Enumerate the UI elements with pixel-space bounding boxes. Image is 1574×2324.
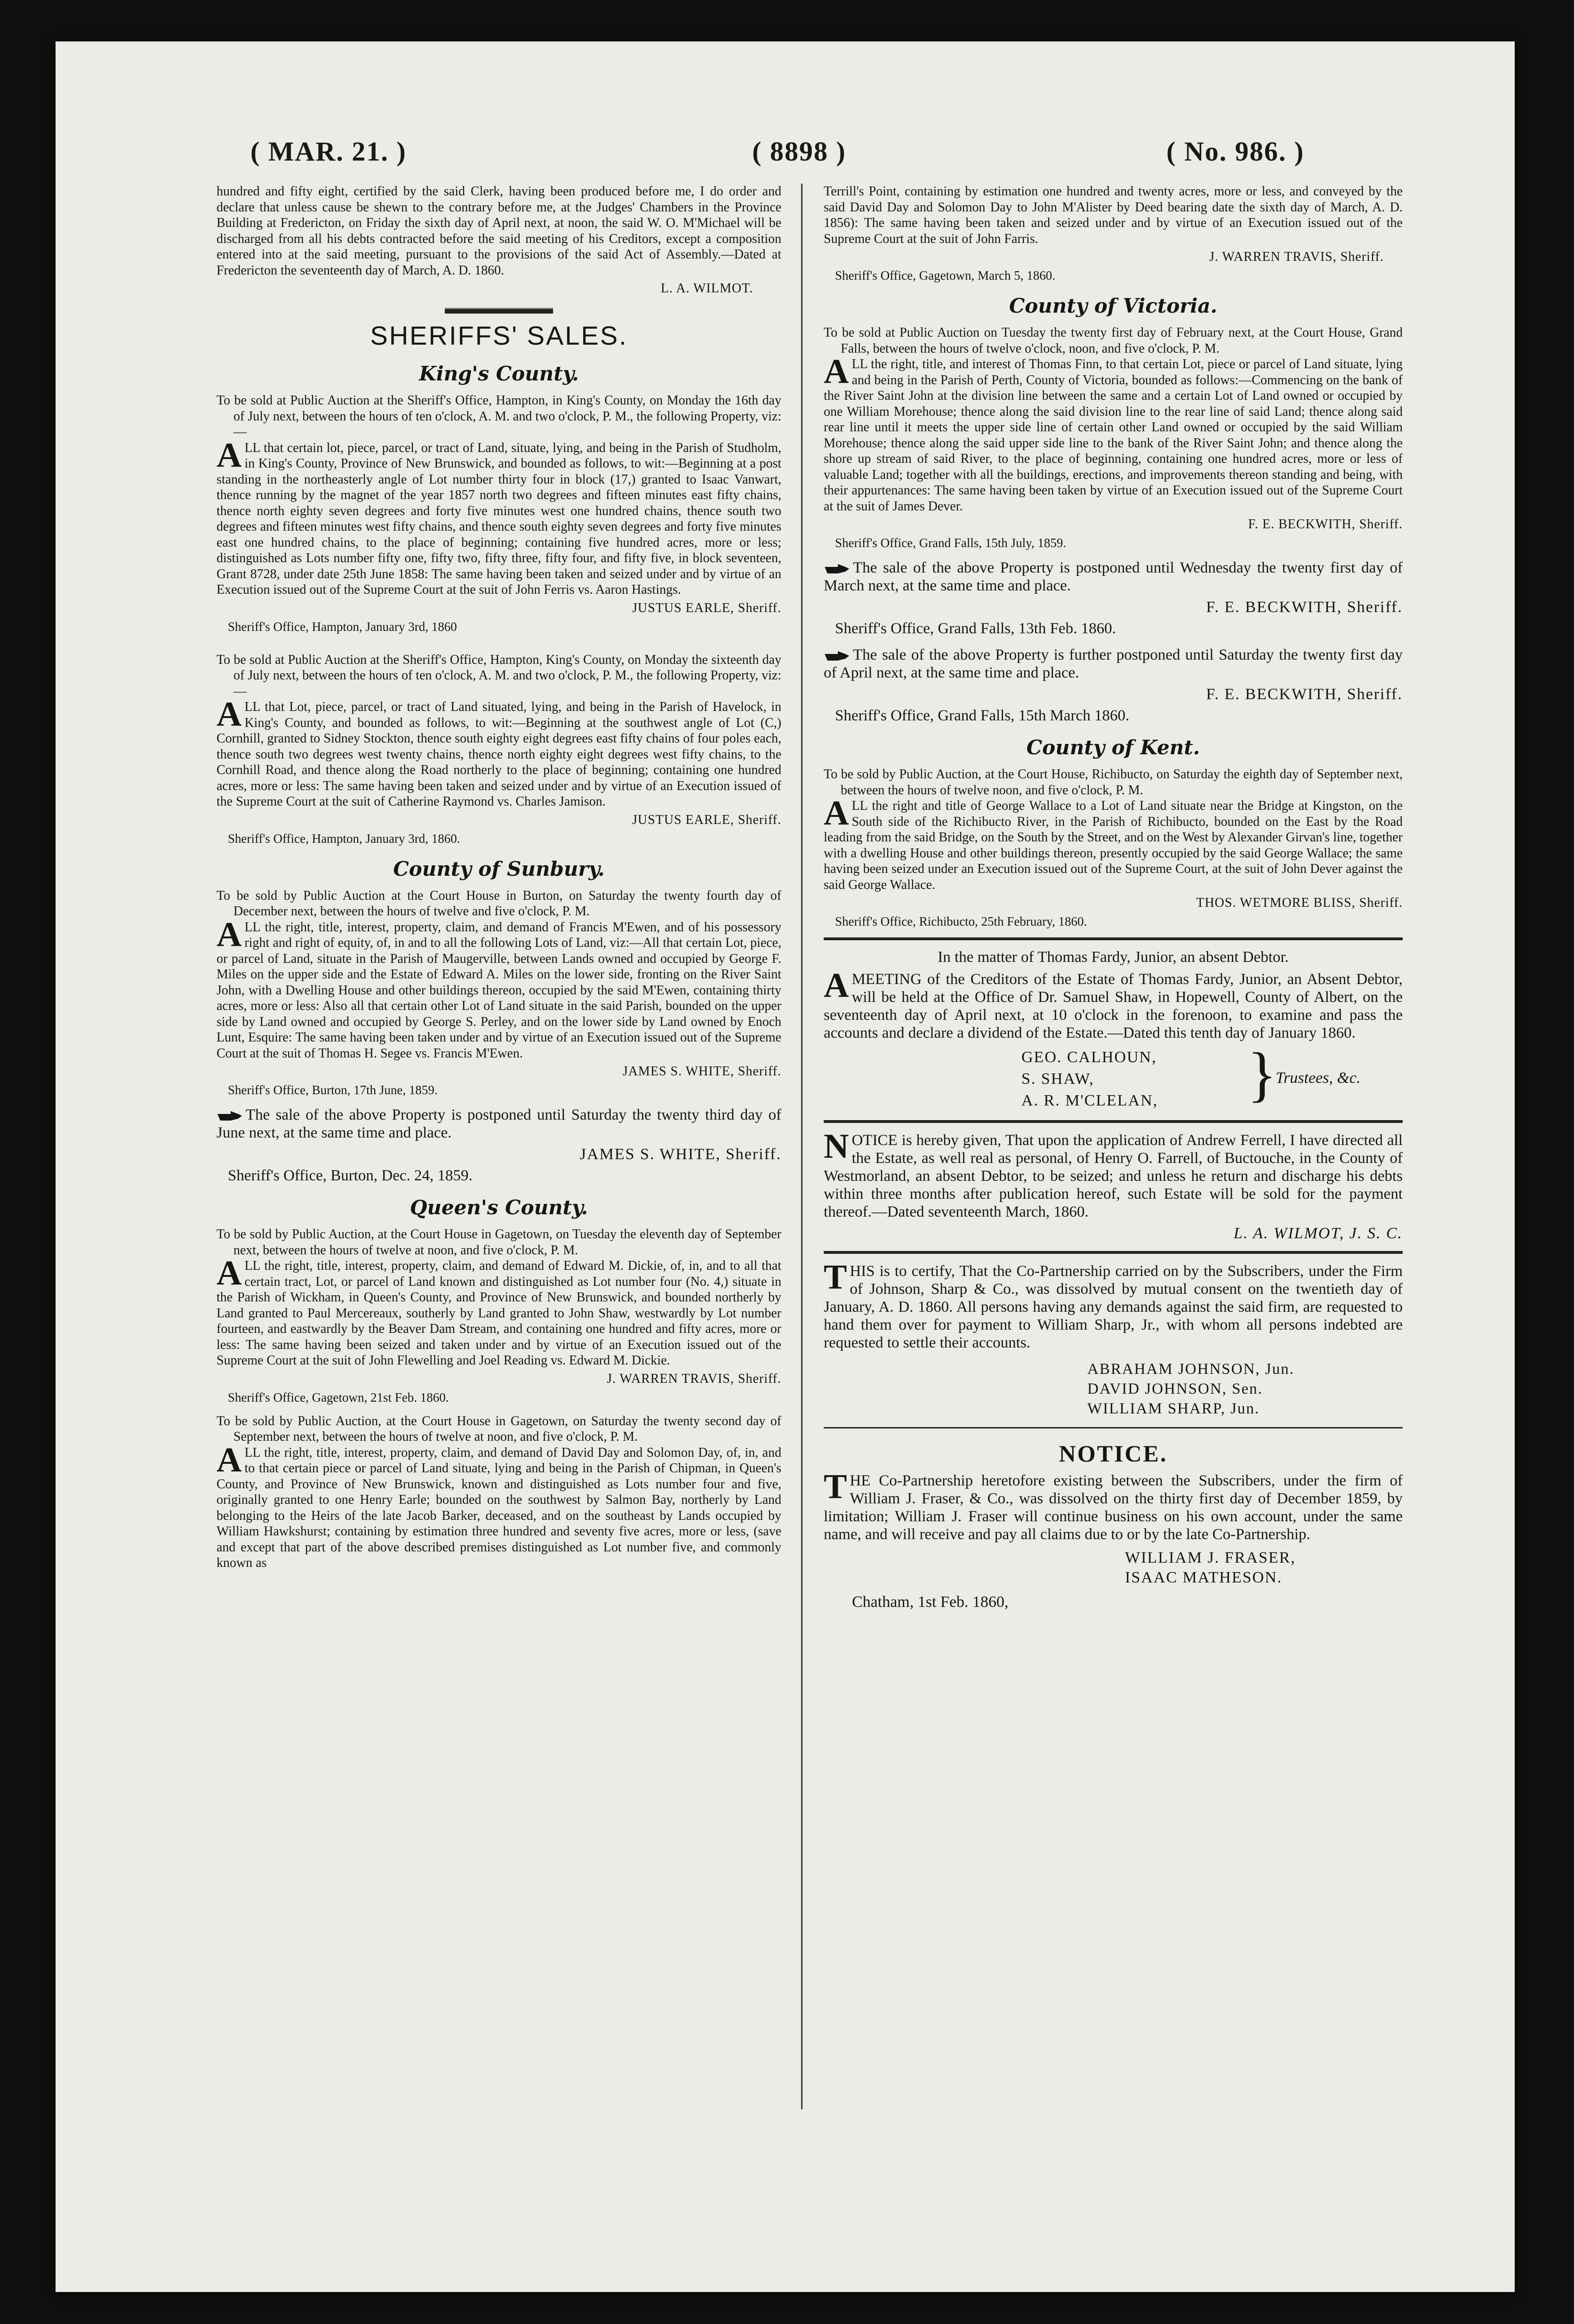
signature: JUSTUS EARLE, Sheriff. — [632, 812, 781, 827]
brace-icon: } — [1247, 1041, 1277, 1108]
signature: L. A. WILMOT, J. S. C. — [1233, 1225, 1403, 1242]
pointing-hand-icon — [824, 562, 850, 575]
trustee-name: S. SHAW, — [1021, 1070, 1094, 1088]
office-dateline: Sheriff's Office, Grand Falls, 13th Feb. 1860. — [835, 620, 1116, 637]
notice-intro: To be sold by Public Auction, at the Court House in Gagetown, on Tuesday the eleventh day of September next, between the hours of twelve at noon, and five o'clock, P. M. — [217, 1227, 781, 1258]
trustee-names — [1021, 1047, 1158, 1112]
signature: J. WARREN TRAVIS, Sheriff. — [1209, 250, 1384, 264]
notice-intro: To be sold at Public Auction on Tuesday the twenty first day of February next, at the Court House, Grand Falls, between the hours of twelve o'clock, noon, and five o'clock, P. M. — [824, 325, 1403, 356]
trustee-name: GEO. CALHOUN, — [1021, 1049, 1157, 1066]
signers — [824, 1359, 1403, 1419]
notice-title: NOTICE. — [1059, 1440, 1168, 1467]
postponement-notice: The sale of the above Property is further postponed until Saturday the twenty first day of April next, at the same time and place. — [824, 646, 1403, 681]
office-dateline: Sheriff's Office, Grand Falls, 15th July, 1859. — [835, 536, 1067, 550]
ornamental-rule — [445, 307, 553, 314]
signer-name: DAVID JOHNSON, Sen. — [1087, 1380, 1263, 1397]
notice-body: ALL the right, title, interest, property, claim, and demand of David Day and Solomon Day, of, in, and to that certain piece or parcel of Land situate, lying and being in the Parish of Chipman, in Queen's County, and Province of New Brunswick, known and distinguished as Lots number four and five, originally granted to one Henry Earle; bounded on the southwest by Salmon Bay, northerly by Land belonging to the Heirs of the late Jacob Barker, deceased, and on the southeast by Lands occupied by William Hawkshurst; containing by estimation three hundred and seventy five acres, more or less, (save and except that part of the above described premises distinguished as Lot number five, and commonly known as — [217, 1440, 781, 1570]
county-heading: County of Victoria. — [1009, 294, 1218, 317]
office-dateline: Sheriff's Office, Gagetown, 21st Feb. 1860. — [228, 1390, 449, 1404]
signature: L. A. WILMOT. — [660, 281, 753, 296]
notice-body: ALL the right and title of George Wallace to a Lot of Land situate near the Bridge at Kingston, on the South side of the Richibucto River, in the Parish of Richibucto, bounded on the East by the Road leading from the said Bridge, on the South by the Street, and on the West by Alexander Girvan's line, together with a dwelling House and other buildings thereon, presently occupied by the said George Wallace; the same having been seized under an Execution issued out of the Supreme Court, at the suit of John Dever against the said George Wallace. — [824, 794, 1403, 892]
columns — [217, 184, 1403, 2114]
pointing-hand-icon — [824, 649, 850, 662]
signer-name: ABRAHAM JOHNSON, Jun. — [1087, 1361, 1294, 1378]
notice-body: THE Co-Partnership heretofore existing between the Subscribers, under the firm of William J. Fraser, & Co., was dissolved on the thirty first day of December 1859, by limitation; William J. Fraser will continue business on his own account, under the same name, and will receive and pay all claims due to or by the late Co-Partnership. — [824, 1468, 1403, 1543]
county-heading: Queen's County. — [410, 1196, 588, 1219]
continued-paragraph: Terrill's Point, containing by estimation one hundred and twenty acres, more or less, and conveyed by the said David Day and Solomon Day to John M'Alister by Deed bearing date the sixth day of March, A. D. 1856): The same having been taken and seized under and by virtue of an Execution issued out of the Supreme Court at the suit of John Farris. — [824, 184, 1403, 246]
signature: F. E. BECKWITH, Sheriff. — [1206, 686, 1403, 703]
postponement-notice: The sale of the above Property is postponed until Saturday the twenty third day of June next, at the same time and place. — [217, 1106, 781, 1141]
left-column — [217, 184, 781, 2114]
notice-body: ALL the right, title, and interest of Thomas Finn, to that certain Lot, piece or parcel of Land situate, lying and being in the Parish of Perth, County of Victoria, bounded as follows:—Commencing on the bank of the River Saint John at the division line between the same and a certain Lot of Land owned or occupied by one William Morehouse; thence along the said division line to the rear line of said Land; thence along said rear line until it meets the upper side line of certain other Land owned or occupied by the said William Morehouse; thence along the said upper side line to the bank of the River Saint John; and thence along the shore up stream of said River, to the place of beginning, containing one hundred acres, more or less of valuable Land; together with all the buildings, erections, and improvements thereon standing and being, with their appurtenances: The same having been taken by virtue of an Execution issued out of the Supreme Court at the suit of James Dever. — [824, 352, 1403, 514]
trustees-label: Trustees, &c. — [1276, 1069, 1361, 1087]
office-dateline: Sheriff's Office, Burton, 17th June, 1859. — [228, 1083, 438, 1097]
notice-body: ALL that Lot, piece, parcel, or tract of Land situated, lying, and being in the Parish of Havelock, in King's County, and bounded as follows, to wit:—Beginning at the southwest angle of Lot (C,) Cornhill, granted to Sidney Stockton, thence south eighty eight degrees east fifty chains of four poles each, thence south two degrees west twenty chains, thence north eighty eight degrees west fifty chains, to the Cornhill Road, and thence along the Road northerly to the place of beginning; containing one hundred acres, more or less: The same having been taken and seized under and by virtue of an Execution issued of the Supreme Court at the suit of Catherine Raymond vs. Charles Jamison. — [217, 695, 781, 809]
issue-date: ( MAR. 21. ) — [250, 136, 407, 167]
page-number: ( 8898 ) — [752, 136, 846, 167]
office-dateline: Sheriff's Office, Gagetown, March 5, 1860. — [835, 268, 1056, 282]
notice-intro: To be sold at Public Auction at the Sheriff's Office, Hampton, in King's County, on Monday the 16th day of July next, between the hours of ten o'clock, A. M. and two o'clock, P. M., the following Property, viz:— — [217, 393, 781, 439]
notice-intro: To be sold by Public Auction at the Court House in Burton, on Saturday the twenty fourth day of December next, between the hours of twelve and five o'clock, P. M. — [217, 888, 781, 919]
trustee-name: A. R. M'CLELAN, — [1021, 1092, 1158, 1109]
continued-paragraph: hundred and fifty eight, certified by the said Clerk, having been produced before me, I do order and declare that unless cause be shewn to the contrary before me, at the Judges' Chambers in the Province Building at Fredericton, on Friday the sixth day of April next, at noon, the said W. O. M'Michael will be discharged from all his debts contracted before the said meeting of his Creditors, except a composition entered into at the said meeting, pursuant to the provisions of the said Act of Assembly.—Dated at Fredericton the seventeenth day of March, A. D. 1860. — [217, 184, 781, 278]
county-heading: County of Kent. — [1026, 736, 1200, 759]
column-divider — [801, 184, 803, 2109]
notice-body: AMEETING of the Creditors of the Estate of Thomas Fardy, Junior, an Absent Debtor, will be held at the Office of Dr. Samuel Shaw, in Hopewell, County of Albert, on the seventeenth day of April next, at 10 o'clock in the forenoon, to examine and pass the accounts and declare a dividend of the Estate.—Dated this tenth day of January 1860. — [824, 966, 1403, 1041]
section-title: SHERIFFS' SALES. — [370, 321, 628, 350]
signature: JUSTUS EARLE, Sheriff. — [632, 600, 781, 615]
issue-number: ( No. 986. ) — [1166, 136, 1305, 167]
office-dateline: Sheriff's Office, Hampton, January 3rd, 1860. — [228, 831, 460, 846]
gazette-page — [56, 41, 1515, 2292]
section-rule — [824, 1120, 1403, 1123]
notice-heading: In the matter of Thomas Fardy, Junior, an absent Debtor. — [938, 949, 1289, 966]
section-rule — [824, 1251, 1403, 1254]
signature: F. E. BECKWITH, Sheriff. — [1248, 517, 1403, 532]
signature: THOS. WETMORE BLISS, Sheriff. — [1196, 896, 1403, 910]
signature: JAMES S. WHITE, Sheriff. — [579, 1146, 781, 1163]
notice-intro: To be sold by Public Auction, at the Court House in Gagetown, on Saturday the twenty second day of September next, between the hours of twelve at noon, and five o'clock, P. M. — [217, 1413, 781, 1444]
right-column — [824, 184, 1403, 2114]
office-dateline: Sheriff's Office, Hampton, January 3rd, 1860 — [228, 619, 457, 634]
county-heading: County of Sunbury. — [393, 857, 605, 880]
section-rule — [824, 937, 1403, 940]
signers — [824, 1548, 1403, 1588]
signature: J. WARREN TRAVIS, Sheriff. — [607, 1371, 781, 1386]
office-dateline: Sheriff's Office, Grand Falls, 15th March 1860. — [835, 707, 1130, 724]
notice-body: ALL that certain lot, piece, parcel, or tract of Land, situate, lying, and being in the Parish of Studholm, in King's County, Province of New Brunswick, and bounded as follows, to wit:—Beginning at a post standing in the northeasterly angle of Lot number thirty four in block (17,) granted to Isaac Vanwart, thence running by the magnet of the year 1857 north two degrees and fifteen minutes east fifty chains, thence north eighty seven degrees and forty five minutes west one hundred chains, thence south two degrees and fifteen minutes west fifty chains, and thence south eighty seven degrees and forty five minutes east one hundred chains, to the place of beginning; containing five hundred acres, more or less; distinguished as Lots number fifty one, fifty two, fifty three, fifty four, and fifty five, in block seventeen, Grant 8728, under date 25th June 1858: The same having been taken and seized under and by virtue of an Execution issued out of the Supreme Court at the suit of John Ferris vs. Aaron Hastings. — [217, 436, 781, 597]
signature: F. E. BECKWITH, Sheriff. — [1206, 598, 1403, 616]
dateline: Chatham, 1st Feb. 1860, — [852, 1593, 1009, 1611]
notice-intro: To be sold by Public Auction, at the Court House, Richibucto, on Saturday the eighth day of September next, between the hours of twelve noon, and five o'clock, P. M. — [824, 767, 1403, 798]
signer-name: WILLIAM SHARP, Jun. — [1087, 1400, 1260, 1417]
pointing-hand-icon — [217, 1109, 243, 1122]
notice-body: ALL the right, title, interest, property, claim, and demand of Francis M'Ewen, and of his possessory right and right of equity, of, in and to all the following Lots of Land, viz:—All that certain Lot, piece, or parcel of Land, situate in the Parish of Maugerville, between Lands owned and occupied by George F. Miles on the upper side and the Estate of Edward A. Miles on the lower side, fronting on the River Saint John, with a Dwelling House and other buildings thereon, occupied by the said M'Ewen, containing thirty acres, more or less: Also all that certain other Lot of Land situate in the said Parish, bounded on the upper side by Land owned and occupied by George S. Perley, and on the lower side by Land owned by Enoch Lunt, Esquire: The same having been taken under and by virtue of an Execution issued out of the Supreme Court at the suit of Thomas H. Segee vs. Francis M'Ewen. — [217, 915, 781, 1061]
postponement-notice: The sale of the above Property is postponed until Wednesday the twenty first day of March next, at the same time and place. — [824, 559, 1403, 594]
section-rule — [824, 1427, 1403, 1428]
trustees-block — [824, 1041, 1403, 1112]
notice-body: THIS is to certify, That the Co-Partnership carried on by the Subscribers, under the Firm of Johnson, Sharp & Co., was dissolved by mutual consent on the twentieth day of January, A. D. 1860. All persons having any demands against the said firm, are requested to hand them over for payment to William Sharp, Jr., with whom all persons indebted are requested to settle their accounts. — [824, 1258, 1403, 1351]
notice-intro: To be sold at Public Auction at the Sheriff's Office, Hampton, King's County, on Monday the sixteenth day of July next, between the hours of ten o'clock, A. M. and two o'clock, P. M., the following Property, viz:— — [217, 652, 781, 699]
signature: JAMES S. WHITE, Sheriff. — [622, 1064, 781, 1079]
office-dateline: Sheriff's Office, Burton, Dec. 24, 1859. — [228, 1167, 473, 1184]
notice-body: ALL the right, title, interest, property, claim, and demand of Edward M. Dickie, of, in, and to all that certain tract, Lot, or parcel of Land known and distinguished as Lot number four (No. 4,) situate in the Parish of Wickham, in Queen's County, and Province of New Brunswick, and bounded northerly by Land granted to Paul Mercereaux, southerly by Land granted to John Shaw, westwardly by Lot number fourteen, and eastwardly by the Beaver Dam Stream, and containing one hundred and fifty acres, more or less: The same having been seized and taken under and by virtue of an Execution issued out of the Supreme Court at the suit of John Flewelling and Joel Reading vs. Edward M. Dickie. — [217, 1254, 781, 1368]
county-heading: King's County. — [419, 362, 579, 385]
office-dateline: Sheriff's Office, Richibucto, 25th February, 1860. — [835, 914, 1087, 928]
signer-name: ISAAC MATHESON. — [1125, 1569, 1283, 1586]
signer-name: WILLIAM J. FRASER, — [1125, 1549, 1296, 1566]
notice-body: NOTICE is hereby given, That upon the application of Andrew Ferrell, I have directed all the Estate, as well real as personal, of Henry O. Farrell, of Buctouche, in the County of Westmorland, an absent Debtor, to be seized; and unless he return and discharge his debts within three months after publication hereof, such Estate will be sold for the payment thereof.—Dated seventeenth March, 1860. — [824, 1127, 1403, 1220]
